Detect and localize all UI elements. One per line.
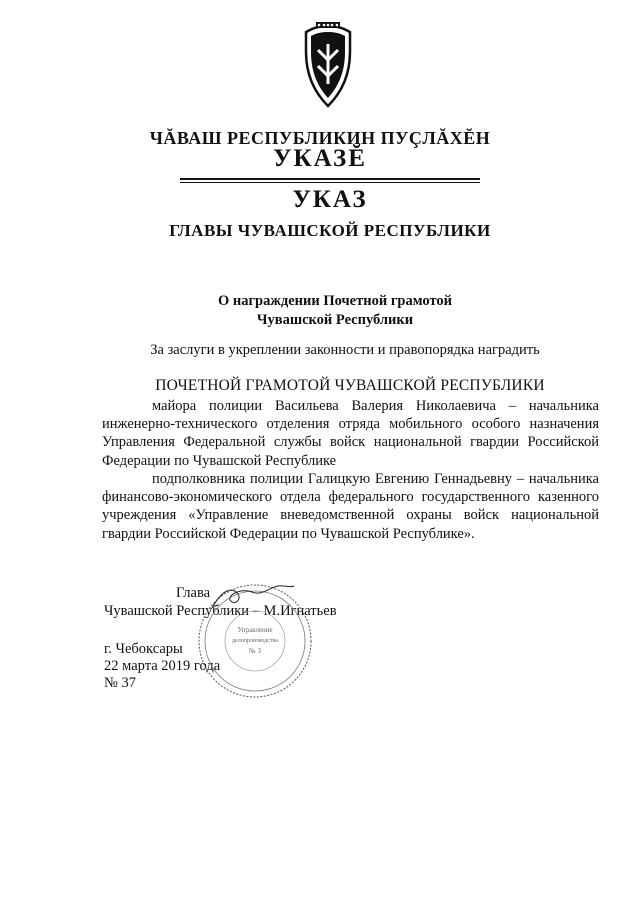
chuvash-header-title: ЧĂВАШ РЕСПУБЛИКИН ПУÇЛĂХĔН xyxy=(149,128,491,148)
chuvash-coat-of-arms-icon xyxy=(288,22,368,112)
signature-line: Чувашской Республики – М.Игнатьев xyxy=(104,603,337,619)
stamp-line-2: делопроизводства xyxy=(232,638,278,644)
stamp-line-1: Управление xyxy=(237,626,273,634)
subject-line-1: О награждении Почетной грамотой xyxy=(217,293,453,309)
award-title: ПОЧЕТНОЙ ГРАМОТОЙ ЧУВАШСКОЙ РЕСПУБЛИКИ xyxy=(155,377,545,394)
russian-header-subtitle: ГЛАВЫ ЧУВАШСКОЙ РЕСПУБЛИКИ xyxy=(169,221,491,240)
chuvash-header-ukaze: УКАЗĔ xyxy=(273,145,367,172)
signature-title: Глава xyxy=(176,585,211,601)
awardee-paragraph-2 xyxy=(102,470,599,543)
stamp-line-3: № 3 xyxy=(249,647,261,655)
handwritten-signature xyxy=(208,582,298,612)
header-divider-thin xyxy=(180,182,480,183)
decree-number: № 37 xyxy=(104,675,136,691)
decree-place: г. Чебоксары xyxy=(104,641,183,657)
awardee-text-1: майора полиции Васильева Валерия Николаевича – начальника инженерно-технического отделения отряда мобильного особого назначения Управления Федеральной службы войск национальной гвардии Российской Федерации по Чувашской Республике xyxy=(102,398,599,469)
russian-header-title: УКАЗ xyxy=(292,186,368,213)
decree-date: 22 марта 2019 года xyxy=(104,658,221,674)
decree-preamble: За заслуги в укреплении законности и правопорядка наградить xyxy=(150,342,540,358)
awardee-paragraph-1 xyxy=(102,397,599,470)
subject-line-2: Чувашской Республики xyxy=(256,312,414,328)
decree-subject xyxy=(0,292,640,330)
header-divider-thick xyxy=(180,178,480,180)
awardee-text-2: подполковника полиции Галицкую Евгению Геннадьевну – начальника финансово-экономического отдела федерального государственного казенного учреждения «Управление вневедомственной охраны войск национальной гвардии Российской Федерации по Чувашской Республике». xyxy=(102,471,599,542)
